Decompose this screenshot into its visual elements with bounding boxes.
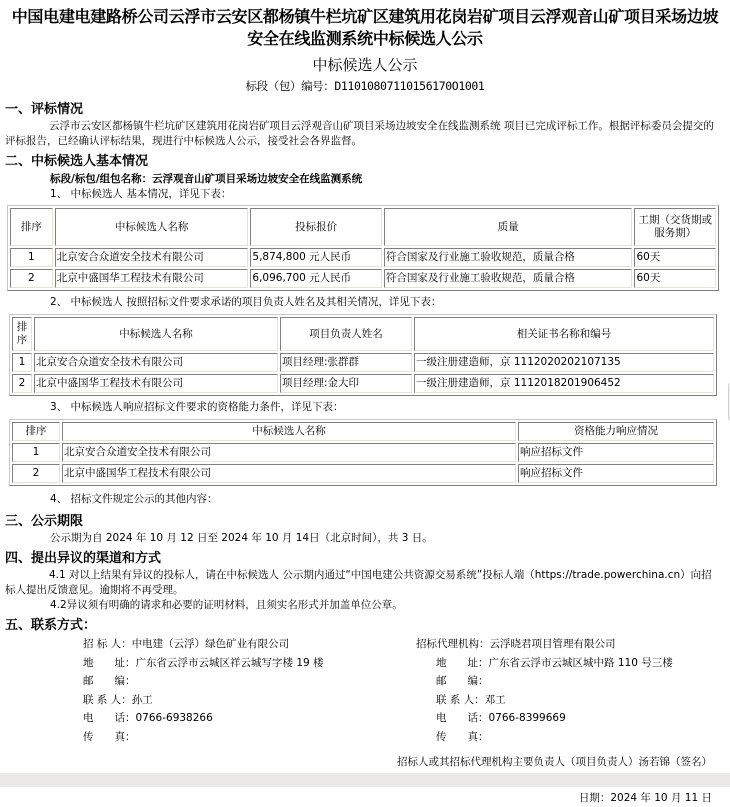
- page-title: 中国电建电建路桥公司云浮市云安区都杨镇牛栏坑矿区建筑用花岗岩矿项目云浮观音山矿项目采场边坡安全在线监测系统中标候选人公示: [11, 7, 719, 48]
- contact-row: [416, 728, 673, 747]
- signature-date: 日期：2024 年 10 月 11 日: [578, 792, 712, 804]
- col-header: 排序: [10, 208, 53, 246]
- table-row: [12, 353, 714, 372]
- section3-heading: 三、公示期限: [5, 514, 84, 529]
- cell-company: 北京中盛国华工程技术有限公司: [34, 374, 278, 393]
- cell-rank: 1: [12, 353, 32, 372]
- cell-rank: 2: [12, 374, 32, 393]
- item2-label: 2、 中标候选人 按照招标文件要求承诺的项目负责人姓名及其相关情况，详见下表：: [50, 296, 442, 308]
- col-header: 排序: [12, 422, 60, 441]
- contact-value: 中电建（云浮）绿色矿业有限公司: [131, 638, 290, 650]
- col-header: 排序: [12, 317, 32, 351]
- col-header: 投标报价: [250, 208, 381, 246]
- contact-label: 传 真：: [83, 730, 136, 743]
- contact-label: 传 真：: [436, 730, 489, 743]
- page-subtitle: 中标候选人公示: [312, 56, 418, 74]
- contact-label: 邮 编：: [436, 675, 489, 687]
- cell-duration: 60天: [634, 269, 716, 288]
- candidate-basic-table: [7, 205, 719, 291]
- cell-quality: 符合国家及行业施工验收规范，质量合格: [384, 248, 633, 267]
- contact-row: [83, 709, 324, 728]
- col-header: 中标候选人名称: [62, 422, 516, 441]
- table-row: [10, 248, 716, 267]
- cell-company: 北京安合众道安全技术有限公司: [55, 248, 249, 267]
- lot-name: 标段/标包/组包名称：云浮观音山矿项目采场边坡安全在线监测系统: [50, 173, 363, 185]
- col-header: 中标候选人名称: [55, 208, 249, 246]
- contact-label: 联 系 人：: [83, 693, 132, 706]
- cell-response: 响应招标文件: [518, 443, 714, 462]
- item3-label: 3、 中标候选人响应招标文件要求的资格能力条件，详见下表：: [50, 401, 344, 413]
- project-manager-table: [9, 314, 717, 396]
- agency-contact: [416, 635, 673, 746]
- contact-value: 孙工: [131, 693, 153, 706]
- cell-price: 6,096,700 元人民币: [250, 269, 381, 288]
- cell-rank: 2: [12, 464, 60, 483]
- cell-quality: 符合国家及行业施工验收规范，质量合格: [384, 269, 633, 288]
- cell-company: 北京安合众道安全技术有限公司: [34, 353, 278, 372]
- cell-manager: 项目经理:金大印: [280, 374, 412, 393]
- contact-label: 地 址：: [83, 656, 136, 669]
- tenderer-contact: [83, 635, 324, 746]
- cell-manager: 项目经理:张群群: [280, 353, 412, 372]
- cell-price: 5,874,800 元人民币: [250, 248, 381, 267]
- cell-certificate: 一级注册建造师，京 1112018201906452: [414, 374, 714, 393]
- section1-text: 云浮市云安区都杨镇牛栏坑矿区建筑用花岗岩矿项目云浮观音山矿项目采场边坡安全在线监测系统 项目已完成评标工作。根据评标委员会提交的评标报告，已经确认评标结果，现进行中标候选人公示，接受社会各界监督。: [5, 120, 714, 147]
- col-header: 质量: [384, 208, 633, 246]
- contact-info: [0, 635, 730, 753]
- contact-row: [416, 672, 673, 691]
- col-header: 工期（交货期或服务期）: [634, 208, 716, 246]
- cell-company: 北京中盛国华工程技术有限公司: [62, 464, 516, 483]
- contact-row: [83, 654, 324, 673]
- contact-label: 地 址：: [436, 656, 489, 669]
- contact-row: [83, 672, 324, 691]
- col-header: 项目负责人姓名: [280, 317, 412, 351]
- table-header-row: [12, 317, 714, 351]
- section4-heading: 四、提出异议的渠道和方式: [5, 551, 162, 566]
- section3-text: 公示期为自 2024 年 10 月 12 日至 2024 年 10 月 14日（北京时间），共 3 日。: [50, 532, 433, 544]
- table-row: [12, 443, 714, 462]
- cell-company: 北京安合众道安全技术有限公司: [62, 443, 516, 462]
- contact-row: [83, 635, 324, 654]
- section1-heading: 一、评标情况: [5, 102, 84, 117]
- cell-certificate: 一级注册建造师，京 1112020202107135: [414, 353, 714, 372]
- cell-response: 响应招标文件: [518, 464, 714, 483]
- table-row: [12, 374, 714, 393]
- contact-label: 联 系 人：: [436, 693, 485, 706]
- table-row: [12, 464, 714, 483]
- section-code: 标段（包）编号：D11010807110156170O1001: [245, 79, 485, 93]
- section4-text2: 4.2异议须有明确的请求和必要的证明材料，且须实名形式并加盖单位公章。: [50, 599, 403, 611]
- table-header-row: [10, 208, 716, 246]
- contact-row: [416, 654, 673, 673]
- contact-value: 广东省云浮市云城区城中路 110 号三楼: [488, 656, 673, 669]
- item1-label: 1、 中标候选人 基本情况，详见下表：: [50, 188, 232, 200]
- contact-value: 云浮晓君项目管理有限公司: [489, 638, 616, 650]
- contact-row: [83, 728, 324, 747]
- contact-value: 邓工: [484, 693, 506, 706]
- contact-label: 电 话：: [436, 712, 489, 724]
- contact-row: [83, 691, 324, 710]
- section2-heading: 二、中标候选人基本情况: [5, 154, 149, 169]
- item4-label: 4、 招标文件规定公示的其他内容：: [50, 493, 218, 505]
- cell-rank: 2: [10, 269, 53, 288]
- contact-value: 0766-6938266: [135, 712, 213, 724]
- contact-row: [416, 691, 673, 710]
- section5-heading: 五、联系方式：: [5, 618, 97, 633]
- signature-responsible: 招标人或其招标代理机构主要负责人（项目负责人）汤若锦（签名）: [397, 756, 712, 768]
- col-header: 中标候选人名称: [34, 317, 278, 351]
- cell-rank: 1: [10, 248, 53, 267]
- contact-label: 电 话：: [83, 712, 136, 724]
- contact-row: [416, 709, 673, 728]
- cell-rank: 1: [12, 443, 60, 462]
- table-row: [10, 269, 716, 288]
- bottom-bar: [0, 773, 730, 787]
- contact-label: 邮 编：: [83, 675, 136, 687]
- contact-value: 广东省云浮市云城区祥云城写字楼 19 楼: [135, 656, 324, 669]
- contact-label: 招标代理机构：: [416, 638, 490, 650]
- contact-value: 0766-8399669: [488, 712, 566, 724]
- table-header-row: [12, 422, 714, 441]
- qualification-table: [9, 419, 717, 486]
- col-header: 相关证书名称和编号: [414, 317, 714, 351]
- contact-label: 招 标 人：: [83, 638, 132, 650]
- section4-text1: 4.1 对以上结果有异议的投标人，请在中标候选人 公示期内通过“中国电建公共资源交易系统”投标人端（https://trade.powerchina.cn）向招标人提出反馈意见。逾期将不再受理。: [5, 569, 712, 596]
- cell-company: 北京中盛国华工程技术有限公司: [55, 269, 249, 288]
- col-header: 资格能力响应情况: [518, 422, 714, 441]
- cell-duration: 60天: [634, 248, 716, 267]
- contact-row: [416, 635, 673, 654]
